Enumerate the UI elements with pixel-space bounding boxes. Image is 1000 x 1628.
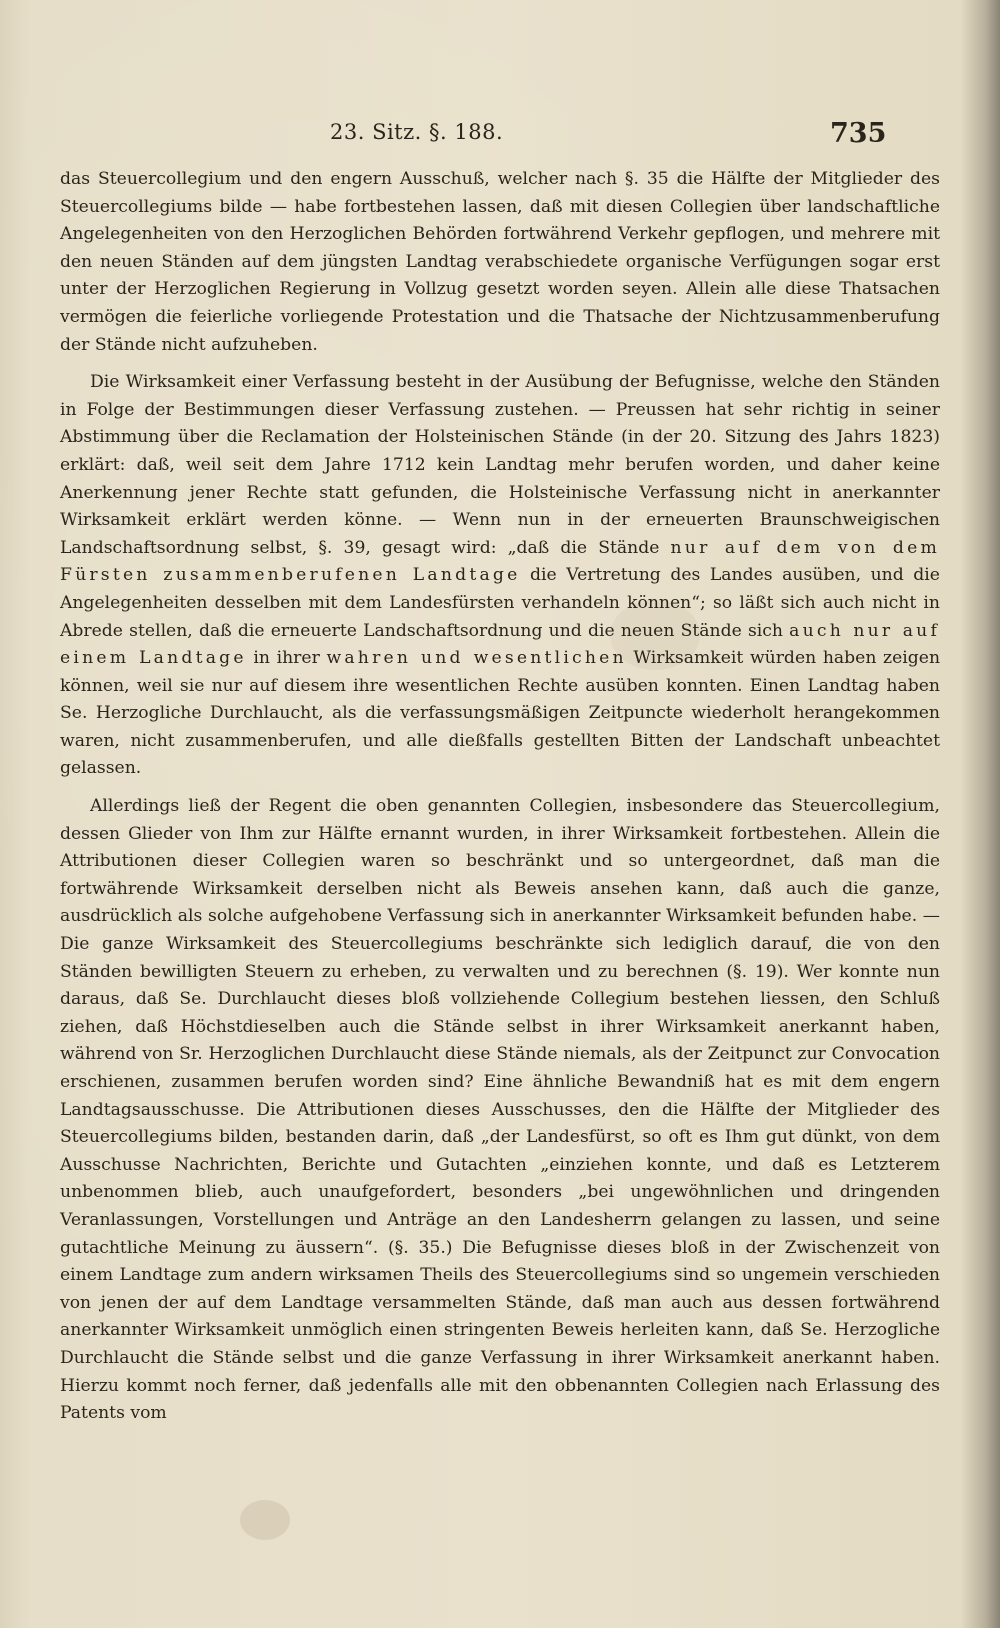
emphasized-text: auch nur auf einem Landtage [60, 620, 941, 669]
running-head: 23. Sitz. §. 188. [330, 120, 504, 144]
paper-stain [240, 1500, 290, 1540]
paragraph: Allerdings ließ der Regent die oben genannten Collegien, insbesondere das Steuercollegium, dessen Glieder von Ihm zur Hälfte ernannt wurden, in ihrer Wirksamkeit fortbestehen. Allein die Attributionen dieser Collegien waren so beschränkt und so untergeordnet, daß man die fortwährende Wirksamkeit derselben nicht als Beweis ansehen kann, daß auch die ganze, ausdrücklich als solche aufgehobene Verfassung sich in anerkannter Wirksamkeit befunden habe. — Die ganze Wirksamkeit des Steuercollegiums beschränkte sich lediglich darauf, die von den Ständen bewilligten Steuern zu erheben, zu verwalten und zu berechnen (§. 19). Wer konnte nun daraus, daß Se. Durchlaucht dieses bloß vollziehende Collegium bestehen liessen, den Schluß ziehen, daß Höchstdieselben auch die Stände selbst in ihrer Wirksamkeit anerkannt haben, während von Sr. Herzoglichen Durchlaucht diese Stände niemals, als der Zeitpunct zur Convocation erschienen, zusammen berufen worden sind? Eine ähnliche Bewandniß hat es mit dem engern Landtagsausschusse. Die Attributionen dieses Ausschusses, den die Hälfte der Mitglieder des Steuercollegiums bilden, bestanden darin, daß „der Landesfürst, so oft es Ihm gut dünkt, von dem Ausschusse Nachrichten, Berichte und Gutachten „einziehen konnte, und daß es Letzterem unbenommen blieb, auch unaufgefordert, besonders „bei ungewöhnlichen und dringenden Veranlassungen, Vorstellungen und Anträge an den Landesherrn gelangen zu lassen, und seine gutachtliche Meinung zu äussern“. (§. 35.) Die Befugnisse dieses bloß in der Zwischenzeit von einem Landtage zum andern wirksamen Theils des Steuercollegiums sind so ungemein verschieden von jenen der auf dem Landtage versammelten Stände, daß man auch aus dessen fortwährend anerkannter Wirksamkeit unmöglich einen stringenten Beweis herleiten kann, daß Se. Herzogliche Durchlaucht die Stände selbst und die ganze Verfassung in ihrer Wirksamkeit anerkannt haben. Hierzu kommt noch ferner, daß jedenfalls alle mit den obbenannten Collegien nach Erlassung des Patents vom [60, 796, 940, 1424]
paragraph [60, 369, 940, 783]
text-run: Wirksamkeit würden haben zeigen können, weil sie nur auf diesem ihre wesentlichen Rechte ausüben konnten. Einen Landtag haben Se. Herzogliche Durchlaucht, als die verfassungsmäßigen Zeitpuncte wiederholt herangekommen waren, nicht zusammenberufen, und alle dießfalls gestellten Bitten der Landschaft unbeachtet gelassen. [60, 648, 941, 779]
page-header [0, 120, 1000, 160]
emphasized-text: wahren und wesentlichen [326, 648, 627, 669]
emphasized-text: nur auf dem von dem Fürsten zusammenberufenen Landtage [60, 537, 940, 586]
text-run: Die Wirksamkeit einer Verfassung besteht in der Ausübung der Befugnisse, welche den Ständen in Folge der Bestimmungen dieser Verfassung zustehen. — Preussen hat sehr richtig in seiner Abstimmung über die Reclamation der Holsteinischen Stände (in der 20. Sitzung des Jahrs 1823) erklärt: daß, weil seit dem Jahre 1712 kein Landtag mehr berufen worden, und daher keine Anerkennung jener Rechte statt gefunden, die Holsteinische Verfassung nicht in anerkannter Wirksamkeit erklärt werden könne. — Wenn nun in der erneuerten Braunschweigischen Landschaftsordnung selbst, §. 39, gesagt wird: „daß die Stände [60, 372, 940, 558]
body-text [60, 166, 940, 1428]
paragraph: das Steuercollegium und den engern Ausschuß, welcher nach §. 35 die Hälfte der Mitglieder des Steuercollegiums bilde — habe fortbestehen lassen, daß mit diesen Collegien über landschaftliche Angelegenheiten von den Herzoglichen Behörden fortwährend Verkehr gepflogen, und mehrere mit den neuen Ständen auf dem jüngsten Landtag verabschiedete organische Verfügungen sogar erst unter der Herzoglichen Regierung in Vollzug gesetzt worden seyen. Allein alle diese Thatsachen vermögen die feierliche vorliegende Protestation und die Thatsache der Nichtzusammenberufung der Stände nicht aufzuheben. [60, 169, 940, 355]
page-number: 735 [830, 118, 887, 149]
text-run: die Vertretung des Landes ausüben, und die Angelegenheiten desselben mit dem Landesfürsten verhandeln können“; so läßt sich auch nicht in Abrede stellen, daß die erneuerte Landschaftsordnung und die neuen Stände sich [60, 565, 940, 641]
text-run: in ihrer [246, 648, 327, 669]
